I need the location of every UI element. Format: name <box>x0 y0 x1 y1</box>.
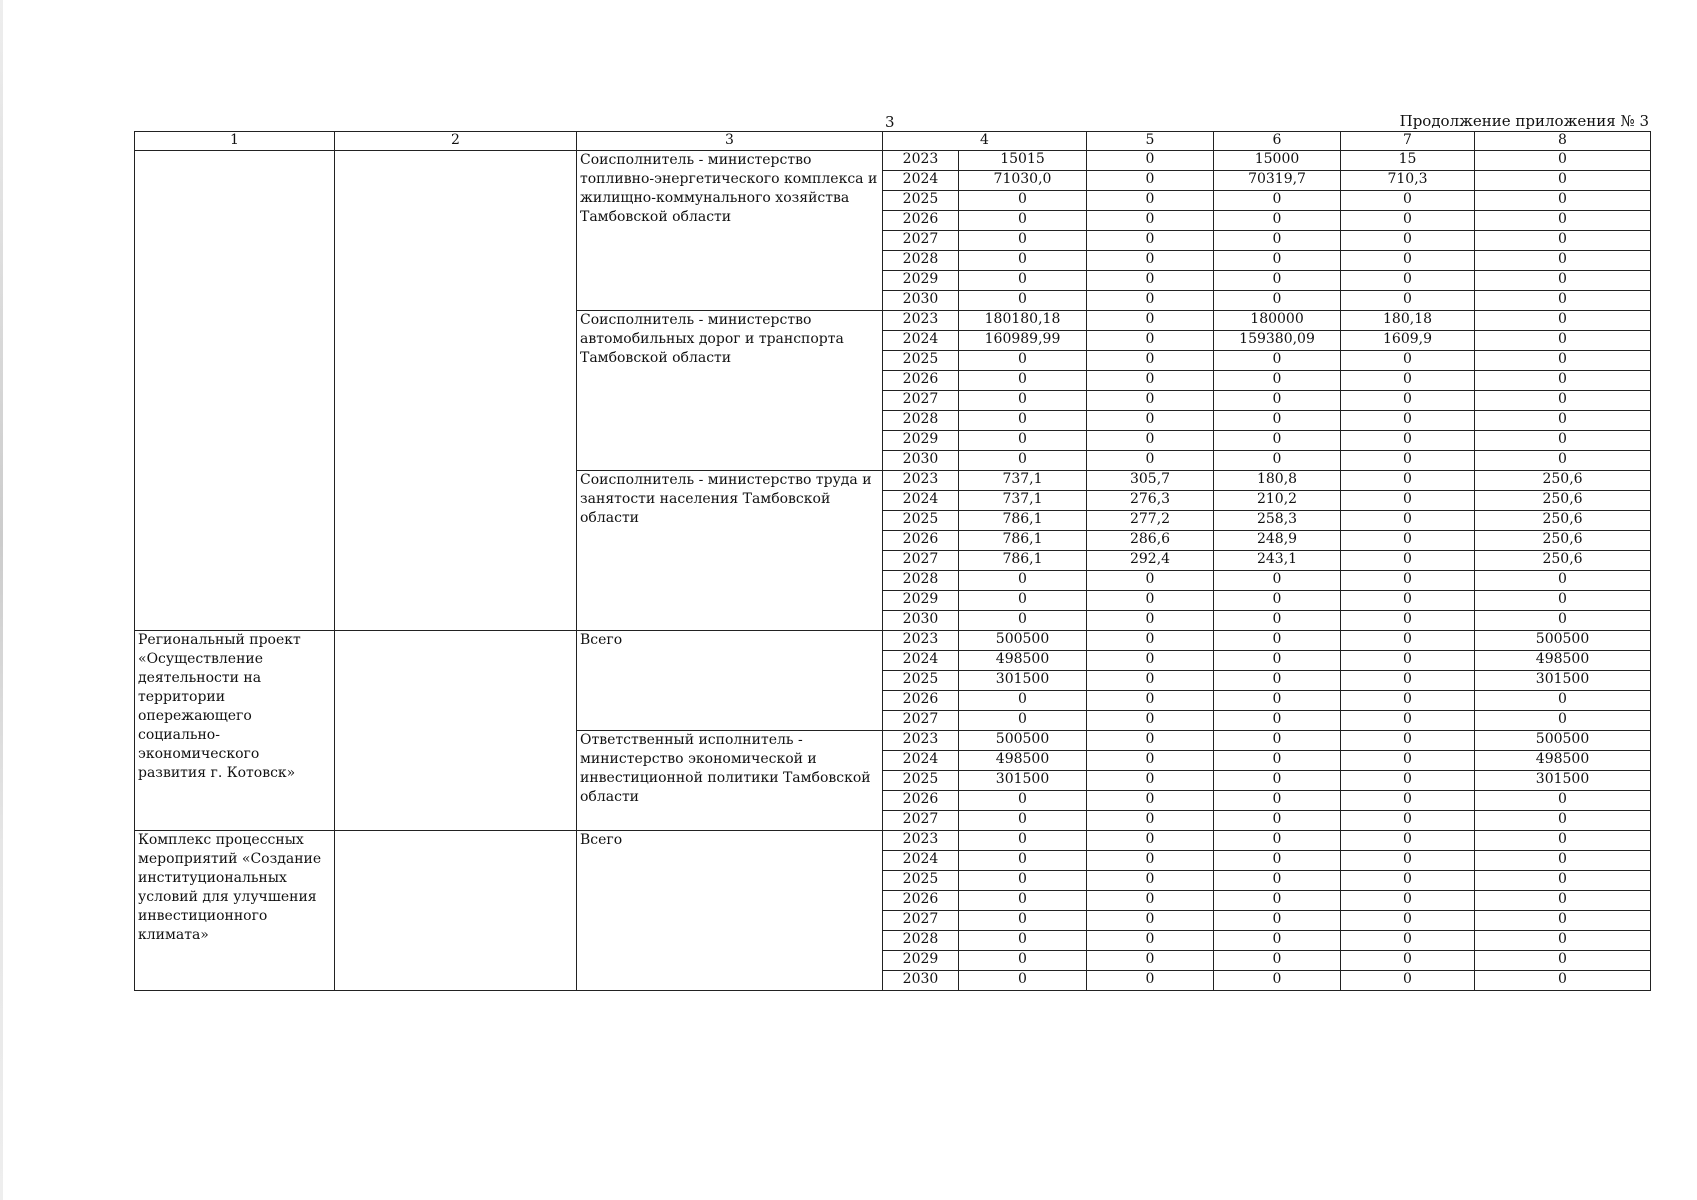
extra-budget-cell: 0 <box>1475 371 1651 391</box>
year-cell: 2028 <box>883 411 959 431</box>
extra-budget-cell: 250,6 <box>1475 551 1651 571</box>
extra-budget-cell: 0 <box>1475 251 1651 271</box>
local-cell: 0 <box>1341 631 1475 651</box>
total-cell: 0 <box>959 851 1087 871</box>
federal-cell: 0 <box>1087 891 1214 911</box>
regional-cell: 0 <box>1214 411 1341 431</box>
regional-cell: 0 <box>1214 571 1341 591</box>
executor-cell: Соисполнитель - министерство топливно-энергетического комплекса и жилищно-коммунального хозяйства Тамбовской области <box>577 151 883 311</box>
federal-cell: 0 <box>1087 571 1214 591</box>
regional-cell: 0 <box>1214 831 1341 851</box>
year-cell: 2026 <box>883 531 959 551</box>
extra-budget-cell: 0 <box>1475 211 1651 231</box>
total-cell: 0 <box>959 971 1087 991</box>
total-cell: 0 <box>959 431 1087 451</box>
regional-cell: 0 <box>1214 951 1341 971</box>
year-cell: 2028 <box>883 571 959 591</box>
total-cell: 737,1 <box>959 491 1087 511</box>
extra-budget-cell: 0 <box>1475 871 1651 891</box>
column-2-cell <box>335 631 577 831</box>
year-cell: 2025 <box>883 351 959 371</box>
extra-budget-cell: 0 <box>1475 971 1651 991</box>
local-cell: 0 <box>1341 711 1475 731</box>
federal-cell: 0 <box>1087 611 1214 631</box>
regional-cell: 0 <box>1214 891 1341 911</box>
extra-budget-cell: 301500 <box>1475 671 1651 691</box>
total-cell: 0 <box>959 831 1087 851</box>
total-cell: 786,1 <box>959 511 1087 531</box>
table-body <box>135 151 1651 991</box>
total-cell: 0 <box>959 931 1087 951</box>
total-cell: 0 <box>959 271 1087 291</box>
total-cell: 0 <box>959 211 1087 231</box>
total-cell: 0 <box>959 611 1087 631</box>
local-cell: 15 <box>1341 151 1475 171</box>
federal-cell: 0 <box>1087 631 1214 651</box>
total-cell: 500500 <box>959 731 1087 751</box>
year-cell: 2024 <box>883 491 959 511</box>
federal-cell: 0 <box>1087 231 1214 251</box>
total-cell: 0 <box>959 891 1087 911</box>
total-cell: 786,1 <box>959 551 1087 571</box>
extra-budget-cell: 0 <box>1475 291 1651 311</box>
regional-cell: 159380,09 <box>1214 331 1341 351</box>
regional-cell: 210,2 <box>1214 491 1341 511</box>
extra-budget-cell: 0 <box>1475 331 1651 351</box>
local-cell: 0 <box>1341 231 1475 251</box>
executor-cell: Ответственный исполнитель - министерство экономической и инвестиционной политики Тамбовской области <box>577 731 883 831</box>
scan-edge <box>0 0 3 1200</box>
extra-budget-cell: 0 <box>1475 591 1651 611</box>
header-col-2: 2 <box>335 132 577 151</box>
total-cell: 0 <box>959 911 1087 931</box>
year-cell: 2029 <box>883 591 959 611</box>
year-cell: 2029 <box>883 431 959 451</box>
header-col-8: 8 <box>1475 132 1651 151</box>
regional-cell: 0 <box>1214 631 1341 651</box>
regional-cell: 0 <box>1214 371 1341 391</box>
local-cell: 0 <box>1341 831 1475 851</box>
regional-cell: 0 <box>1214 591 1341 611</box>
extra-budget-cell: 498500 <box>1475 651 1651 671</box>
year-cell: 2024 <box>883 331 959 351</box>
year-cell: 2023 <box>883 151 959 171</box>
extra-budget-cell: 0 <box>1475 791 1651 811</box>
regional-cell: 0 <box>1214 691 1341 711</box>
local-cell: 0 <box>1341 911 1475 931</box>
header-col-7: 7 <box>1341 132 1475 151</box>
extra-budget-cell: 0 <box>1475 611 1651 631</box>
header-col-1: 1 <box>135 132 335 151</box>
local-cell: 0 <box>1341 471 1475 491</box>
local-cell: 0 <box>1341 191 1475 211</box>
federal-cell: 0 <box>1087 711 1214 731</box>
column-2-cell <box>335 151 577 631</box>
year-cell: 2030 <box>883 971 959 991</box>
extra-budget-cell: 0 <box>1475 351 1651 371</box>
local-cell: 0 <box>1341 771 1475 791</box>
total-cell: 0 <box>959 791 1087 811</box>
local-cell: 0 <box>1341 291 1475 311</box>
extra-budget-cell: 0 <box>1475 411 1651 431</box>
header-col-5: 5 <box>1087 132 1214 151</box>
regional-cell: 0 <box>1214 711 1341 731</box>
extra-budget-cell: 0 <box>1475 891 1651 911</box>
extra-budget-cell: 500500 <box>1475 731 1651 751</box>
total-cell: 500500 <box>959 631 1087 651</box>
extra-budget-cell: 0 <box>1475 151 1651 171</box>
header-row <box>135 132 1651 151</box>
federal-cell: 286,6 <box>1087 531 1214 551</box>
year-cell: 2030 <box>883 611 959 631</box>
regional-cell: 248,9 <box>1214 531 1341 551</box>
header-col-4: 4 <box>883 132 1087 151</box>
federal-cell: 0 <box>1087 191 1214 211</box>
year-cell: 2024 <box>883 851 959 871</box>
regional-cell: 0 <box>1214 191 1341 211</box>
extra-budget-cell: 0 <box>1475 391 1651 411</box>
federal-cell: 0 <box>1087 171 1214 191</box>
regional-cell: 258,3 <box>1214 511 1341 531</box>
year-cell: 2023 <box>883 311 959 331</box>
year-cell: 2027 <box>883 391 959 411</box>
federal-cell: 0 <box>1087 811 1214 831</box>
total-cell: 0 <box>959 231 1087 251</box>
federal-cell: 0 <box>1087 791 1214 811</box>
year-cell: 2027 <box>883 811 959 831</box>
total-cell: 0 <box>959 591 1087 611</box>
regional-cell: 243,1 <box>1214 551 1341 571</box>
regional-cell: 0 <box>1214 871 1341 891</box>
local-cell: 0 <box>1341 971 1475 991</box>
year-cell: 2026 <box>883 211 959 231</box>
year-cell: 2026 <box>883 791 959 811</box>
total-cell: 301500 <box>959 671 1087 691</box>
extra-budget-cell: 0 <box>1475 171 1651 191</box>
local-cell: 1609,9 <box>1341 331 1475 351</box>
local-cell: 0 <box>1341 351 1475 371</box>
federal-cell: 0 <box>1087 651 1214 671</box>
year-cell: 2025 <box>883 771 959 791</box>
year-cell: 2028 <box>883 931 959 951</box>
extra-budget-cell: 498500 <box>1475 751 1651 771</box>
federal-cell: 0 <box>1087 671 1214 691</box>
regional-cell: 0 <box>1214 291 1341 311</box>
table-row <box>135 831 1651 851</box>
regional-cell: 0 <box>1214 351 1341 371</box>
year-cell: 2025 <box>883 511 959 531</box>
extra-budget-cell: 0 <box>1475 691 1651 711</box>
total-cell: 0 <box>959 291 1087 311</box>
federal-cell: 0 <box>1087 911 1214 931</box>
total-cell: 0 <box>959 251 1087 271</box>
local-cell: 0 <box>1341 511 1475 531</box>
extra-budget-cell: 0 <box>1475 311 1651 331</box>
local-cell: 0 <box>1341 451 1475 471</box>
regional-cell: 15000 <box>1214 151 1341 171</box>
extra-budget-cell: 0 <box>1475 191 1651 211</box>
federal-cell: 0 <box>1087 951 1214 971</box>
federal-cell: 0 <box>1087 151 1214 171</box>
local-cell: 0 <box>1341 691 1475 711</box>
total-cell: 0 <box>959 871 1087 891</box>
local-cell: 0 <box>1341 751 1475 771</box>
column-2-cell <box>335 831 577 991</box>
extra-budget-cell: 0 <box>1475 231 1651 251</box>
local-cell: 0 <box>1341 851 1475 871</box>
federal-cell: 0 <box>1087 411 1214 431</box>
extra-budget-cell: 0 <box>1475 451 1651 471</box>
federal-cell: 0 <box>1087 211 1214 231</box>
federal-cell: 0 <box>1087 311 1214 331</box>
extra-budget-cell: 250,6 <box>1475 531 1651 551</box>
federal-cell: 0 <box>1087 831 1214 851</box>
federal-cell: 0 <box>1087 751 1214 771</box>
local-cell: 0 <box>1341 811 1475 831</box>
total-cell: 0 <box>959 371 1087 391</box>
regional-cell: 0 <box>1214 731 1341 751</box>
program-name-cell: Региональный проект «Осуществление деятельности на территории опережающего социально-экономического развития г. Котовск» <box>135 631 335 831</box>
regional-cell: 70319,7 <box>1214 171 1341 191</box>
total-cell: 0 <box>959 711 1087 731</box>
regional-cell: 0 <box>1214 851 1341 871</box>
extra-budget-cell: 0 <box>1475 711 1651 731</box>
local-cell: 0 <box>1341 571 1475 591</box>
regional-cell: 180000 <box>1214 311 1341 331</box>
year-cell: 2027 <box>883 911 959 931</box>
year-cell: 2026 <box>883 371 959 391</box>
program-name-cell: Комплекс процессных мероприятий «Создание институциональных условий для улучшения инвестиционного климата» <box>135 831 335 991</box>
executor-cell: Соисполнитель - министерство труда и занятости населения Тамбовской области <box>577 471 883 631</box>
local-cell: 0 <box>1341 591 1475 611</box>
regional-cell: 0 <box>1214 671 1341 691</box>
regional-cell: 0 <box>1214 911 1341 931</box>
regional-cell: 0 <box>1214 651 1341 671</box>
regional-cell: 0 <box>1214 611 1341 631</box>
federal-cell: 0 <box>1087 771 1214 791</box>
extra-budget-cell: 500500 <box>1475 631 1651 651</box>
local-cell: 0 <box>1341 271 1475 291</box>
regional-cell: 0 <box>1214 391 1341 411</box>
local-cell: 0 <box>1341 531 1475 551</box>
federal-cell: 0 <box>1087 371 1214 391</box>
total-cell: 301500 <box>959 771 1087 791</box>
regional-cell: 0 <box>1214 271 1341 291</box>
year-cell: 2025 <box>883 871 959 891</box>
regional-cell: 180,8 <box>1214 471 1341 491</box>
total-cell: 15015 <box>959 151 1087 171</box>
extra-budget-cell: 250,6 <box>1475 491 1651 511</box>
local-cell: 0 <box>1341 791 1475 811</box>
extra-budget-cell: 250,6 <box>1475 471 1651 491</box>
year-cell: 2026 <box>883 691 959 711</box>
federal-cell: 292,4 <box>1087 551 1214 571</box>
extra-budget-cell: 0 <box>1475 571 1651 591</box>
federal-cell: 0 <box>1087 851 1214 871</box>
total-cell: 160989,99 <box>959 331 1087 351</box>
year-cell: 2025 <box>883 671 959 691</box>
total-cell: 0 <box>959 191 1087 211</box>
year-cell: 2024 <box>883 751 959 771</box>
extra-budget-cell: 0 <box>1475 951 1651 971</box>
header-col-3: 3 <box>577 132 883 151</box>
table-row <box>135 151 1651 171</box>
local-cell: 0 <box>1341 391 1475 411</box>
regional-cell: 0 <box>1214 811 1341 831</box>
year-cell: 2028 <box>883 251 959 271</box>
table-row <box>135 631 1651 651</box>
year-cell: 2024 <box>883 171 959 191</box>
executor-cell: Всего <box>577 631 883 731</box>
total-cell: 0 <box>959 411 1087 431</box>
regional-cell: 0 <box>1214 231 1341 251</box>
total-cell: 0 <box>959 951 1087 971</box>
total-cell: 0 <box>959 811 1087 831</box>
total-cell: 498500 <box>959 751 1087 771</box>
federal-cell: 305,7 <box>1087 471 1214 491</box>
extra-budget-cell: 250,6 <box>1475 511 1651 531</box>
regional-cell: 0 <box>1214 771 1341 791</box>
total-cell: 0 <box>959 691 1087 711</box>
federal-cell: 0 <box>1087 731 1214 751</box>
federal-cell: 0 <box>1087 971 1214 991</box>
local-cell: 710,3 <box>1341 171 1475 191</box>
year-cell: 2025 <box>883 191 959 211</box>
local-cell: 0 <box>1341 611 1475 631</box>
regional-cell: 0 <box>1214 971 1341 991</box>
year-cell: 2027 <box>883 711 959 731</box>
program-name-cell <box>135 151 335 631</box>
year-cell: 2023 <box>883 731 959 751</box>
extra-budget-cell: 0 <box>1475 931 1651 951</box>
regional-cell: 0 <box>1214 931 1341 951</box>
total-cell: 180180,18 <box>959 311 1087 331</box>
extra-budget-cell: 0 <box>1475 911 1651 931</box>
total-cell: 498500 <box>959 651 1087 671</box>
federal-cell: 0 <box>1087 431 1214 451</box>
regional-cell: 0 <box>1214 791 1341 811</box>
total-cell: 71030,0 <box>959 171 1087 191</box>
year-cell: 2029 <box>883 951 959 971</box>
local-cell: 180,18 <box>1341 311 1475 331</box>
year-cell: 2023 <box>883 831 959 851</box>
local-cell: 0 <box>1341 211 1475 231</box>
federal-cell: 0 <box>1087 931 1214 951</box>
local-cell: 0 <box>1341 671 1475 691</box>
federal-cell: 0 <box>1087 391 1214 411</box>
extra-budget-cell: 0 <box>1475 811 1651 831</box>
federal-cell: 0 <box>1087 291 1214 311</box>
regional-cell: 0 <box>1214 211 1341 231</box>
total-cell: 0 <box>959 351 1087 371</box>
local-cell: 0 <box>1341 931 1475 951</box>
executor-cell: Всего <box>577 831 883 991</box>
year-cell: 2027 <box>883 551 959 571</box>
total-cell: 737,1 <box>959 471 1087 491</box>
federal-cell: 0 <box>1087 351 1214 371</box>
budget-table <box>134 131 1651 991</box>
federal-cell: 0 <box>1087 331 1214 351</box>
year-cell: 2030 <box>883 451 959 471</box>
local-cell: 0 <box>1341 731 1475 751</box>
total-cell: 786,1 <box>959 531 1087 551</box>
year-cell: 2027 <box>883 231 959 251</box>
local-cell: 0 <box>1341 871 1475 891</box>
extra-budget-cell: 0 <box>1475 831 1651 851</box>
local-cell: 0 <box>1341 491 1475 511</box>
extra-budget-cell: 0 <box>1475 431 1651 451</box>
local-cell: 0 <box>1341 371 1475 391</box>
federal-cell: 0 <box>1087 691 1214 711</box>
year-cell: 2024 <box>883 651 959 671</box>
local-cell: 0 <box>1341 251 1475 271</box>
regional-cell: 0 <box>1214 431 1341 451</box>
executor-cell: Соисполнитель - министерство автомобильных дорог и транспорта Тамбовской области <box>577 311 883 471</box>
page-number: 3 <box>885 113 895 131</box>
extra-budget-cell: 301500 <box>1475 771 1651 791</box>
year-cell: 2026 <box>883 891 959 911</box>
year-cell: 2023 <box>883 471 959 491</box>
header-col-6: 6 <box>1214 132 1341 151</box>
total-cell: 0 <box>959 391 1087 411</box>
regional-cell: 0 <box>1214 251 1341 271</box>
total-cell: 0 <box>959 571 1087 591</box>
year-cell: 2029 <box>883 271 959 291</box>
local-cell: 0 <box>1341 891 1475 911</box>
federal-cell: 0 <box>1087 251 1214 271</box>
local-cell: 0 <box>1341 411 1475 431</box>
regional-cell: 0 <box>1214 751 1341 771</box>
regional-cell: 0 <box>1214 451 1341 471</box>
local-cell: 0 <box>1341 951 1475 971</box>
federal-cell: 0 <box>1087 591 1214 611</box>
local-cell: 0 <box>1341 651 1475 671</box>
extra-budget-cell: 0 <box>1475 851 1651 871</box>
extra-budget-cell: 0 <box>1475 271 1651 291</box>
federal-cell: 0 <box>1087 271 1214 291</box>
year-cell: 2030 <box>883 291 959 311</box>
federal-cell: 0 <box>1087 451 1214 471</box>
local-cell: 0 <box>1341 431 1475 451</box>
federal-cell: 277,2 <box>1087 511 1214 531</box>
federal-cell: 276,3 <box>1087 491 1214 511</box>
federal-cell: 0 <box>1087 871 1214 891</box>
local-cell: 0 <box>1341 551 1475 571</box>
continuation-label: Продолжение приложения № 3 <box>1399 112 1649 130</box>
total-cell: 0 <box>959 451 1087 471</box>
year-cell: 2023 <box>883 631 959 651</box>
